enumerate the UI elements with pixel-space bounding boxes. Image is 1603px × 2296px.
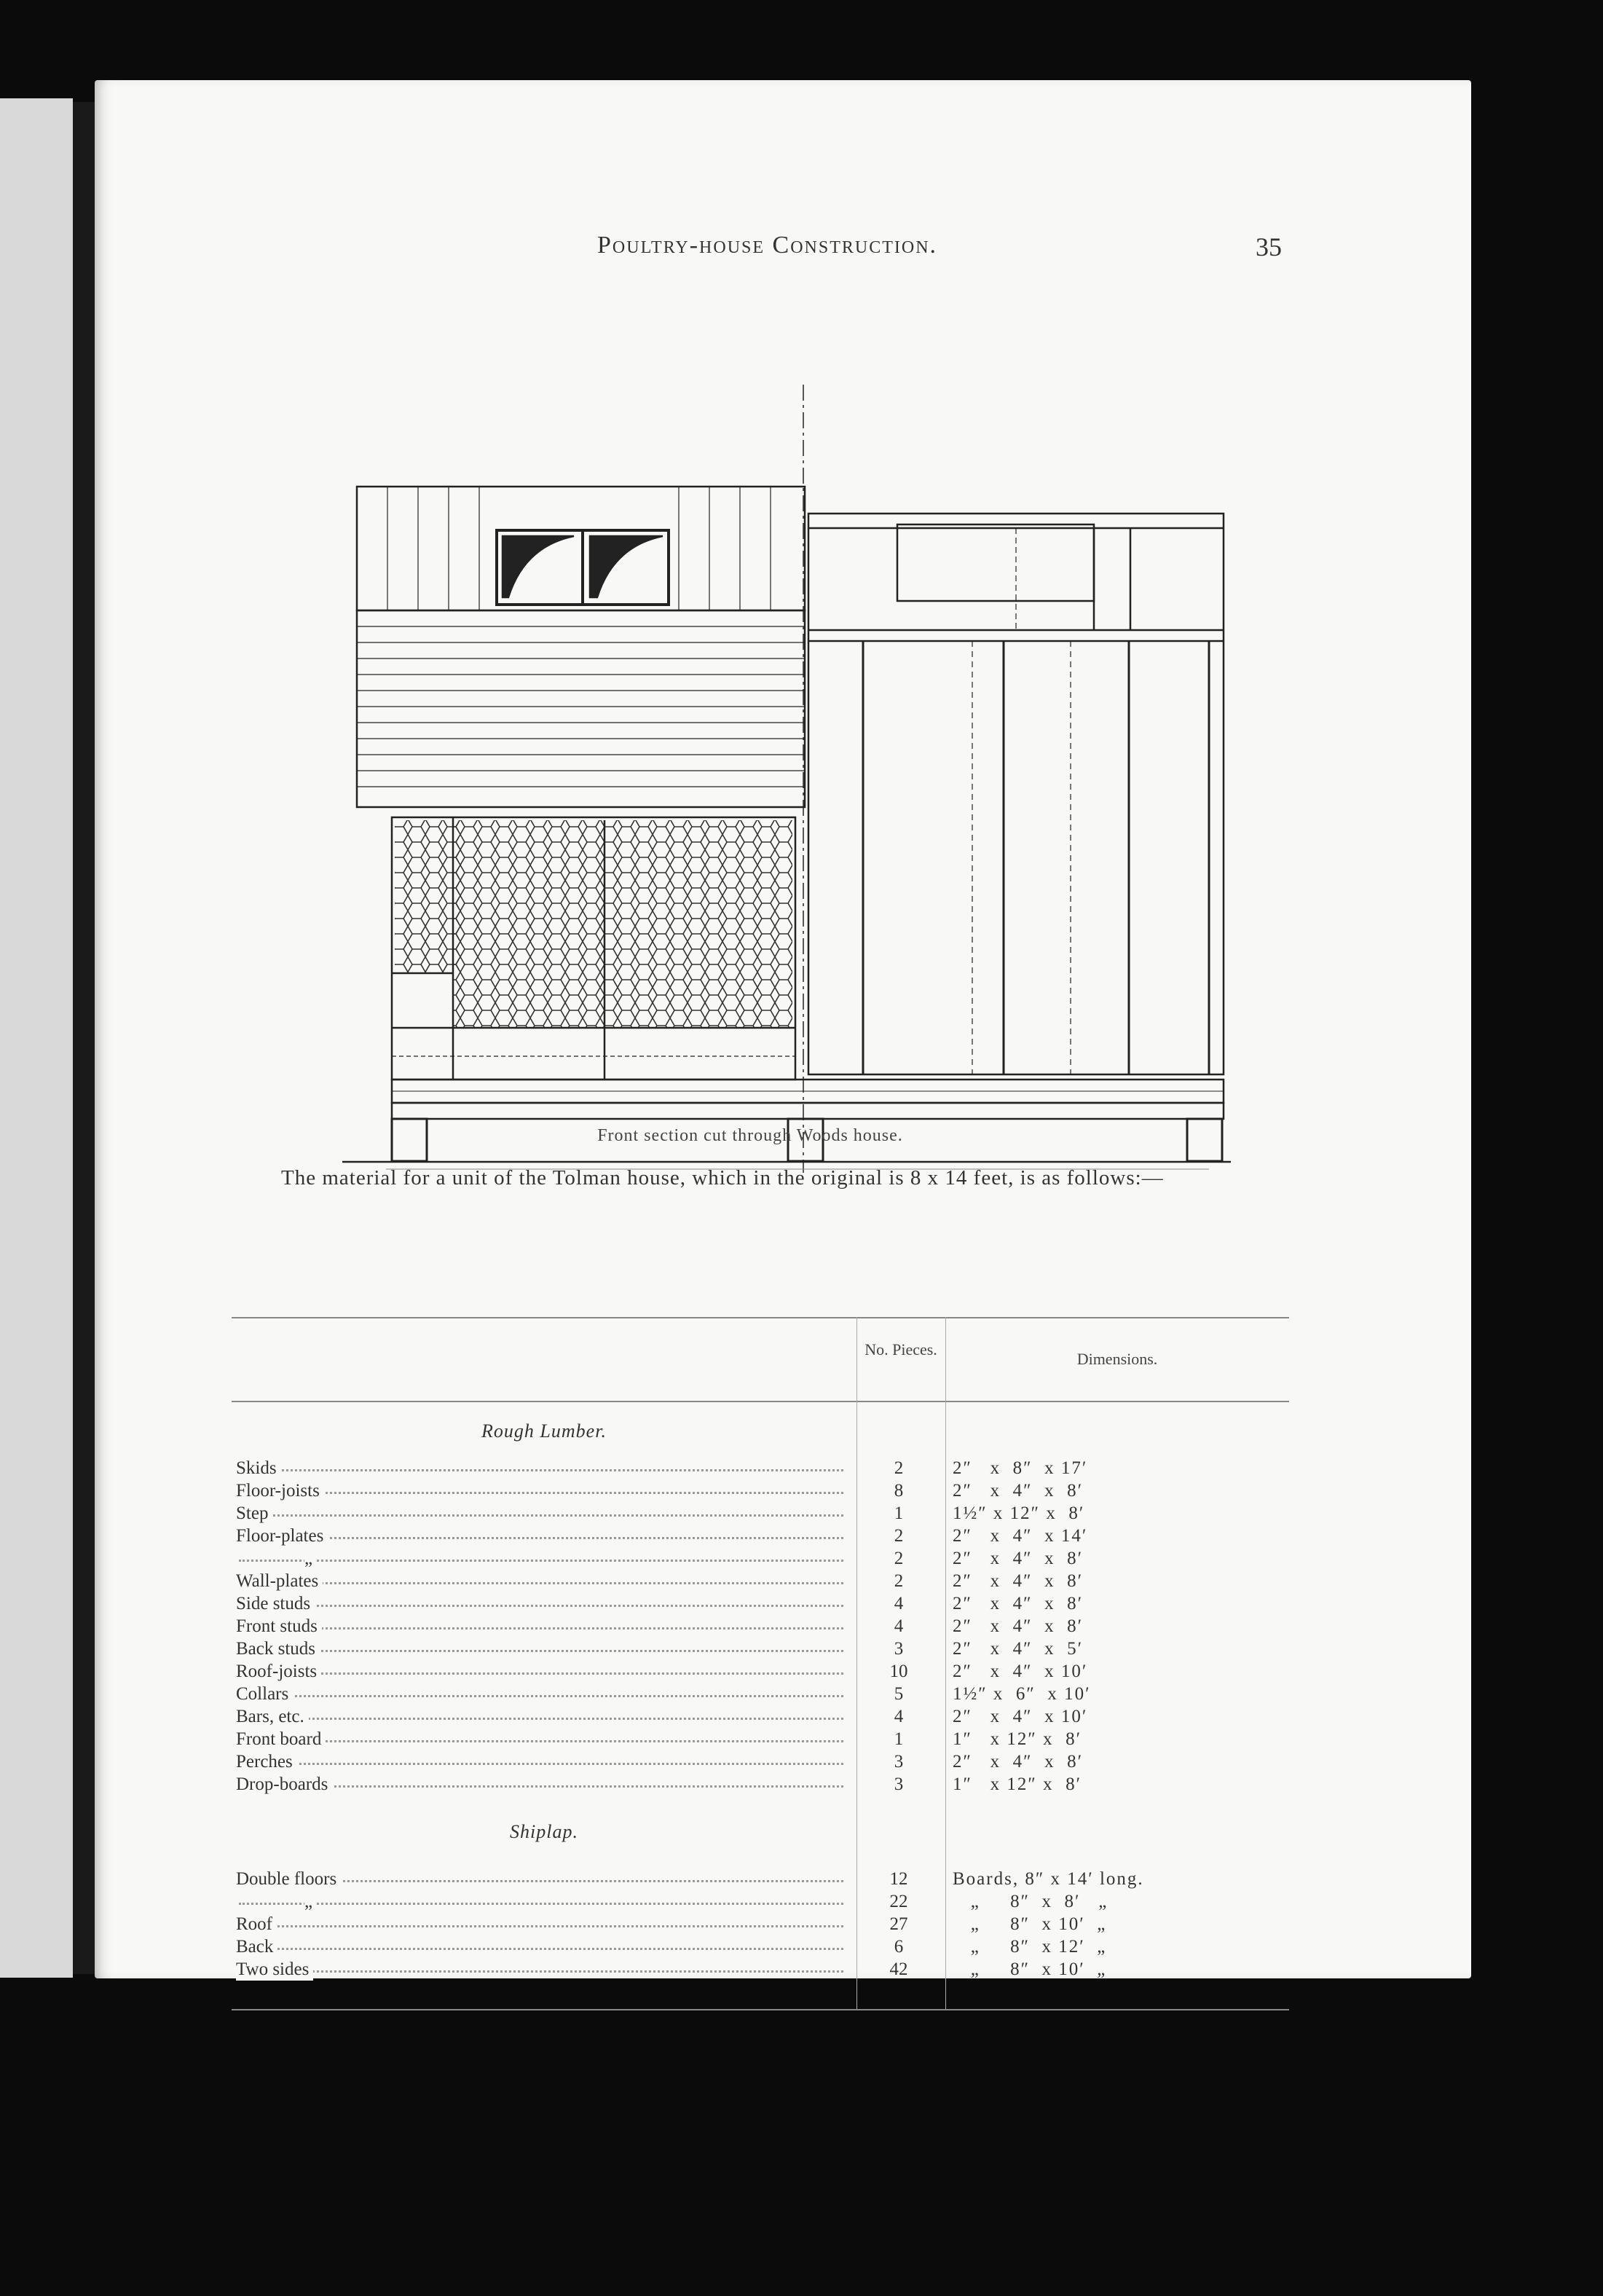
leader-dots [239,1605,843,1607]
row-pieces: 3 [894,1639,904,1659]
row-pieces: 6 [894,1937,904,1957]
running-head [218,232,1282,261]
running-head-title: Poultry-house Construction. [597,232,938,259]
row-dimensions: „ 8″ x 12′ „ [953,1937,1107,1957]
row-pieces: 42 [889,1959,908,1979]
woods-house-elevation-drawing [233,291,1282,1173]
row-dimensions: 2″ x 4″ x 8′ [953,1616,1084,1636]
table-row [232,1615,1289,1638]
section-shiplap: Shiplap. [510,1821,578,1842]
row-pieces: 2 [894,1458,904,1478]
table-row [232,1958,1289,1981]
header-dimensions: Dimensions. [1076,1350,1158,1368]
row-pieces: 2 [894,1571,904,1591]
leader-dots [239,1695,843,1697]
row-pieces: 27 [889,1914,908,1934]
row-dimensions: 2″ x 4″ x 8′ [953,1571,1084,1591]
leader-dots [239,1537,843,1539]
row-dimensions: 2″ x 4″ x 5′ [953,1639,1084,1659]
header-no-pieces: No. Pieces. [864,1340,937,1359]
row-pieces: 12 [889,1869,908,1889]
table-row [232,1935,1289,1958]
table-header-rule [232,1401,1289,1402]
row-dimensions: 2″ x 4″ x 14′ [953,1526,1088,1546]
row-name: Back [236,1935,277,1958]
leader-dots [239,1582,843,1584]
table-row [232,1457,1289,1479]
row-dimensions: 2″ x 4″ x 8′ [953,1481,1084,1501]
leader-dots [239,1650,843,1652]
table-top-rule [232,1317,1289,1318]
material-table [232,1230,1289,1979]
table-bottom-rule [232,2009,1289,2010]
row-name: Front board [236,1728,326,1750]
row-name: Step [236,1502,272,1525]
row-dimensions: 1″ x 12″ x 8′ [953,1729,1082,1749]
row-name: Front studs [236,1615,322,1638]
table-row [232,1547,1289,1570]
row-pieces: 2 [894,1549,904,1568]
leader-dots [239,1718,843,1720]
row-dimensions: 2″ x 8″ x 17′ [953,1458,1088,1478]
row-name: Roof-joists [236,1660,321,1683]
row-name: „ [304,1547,317,1570]
row-pieces: 4 [894,1616,904,1636]
row-pieces: 3 [894,1774,904,1794]
table-row [232,1592,1289,1615]
table-row [232,1913,1289,1935]
row-dimensions: 2″ x 4″ x 10′ [953,1662,1088,1681]
table-row [232,1525,1289,1547]
row-dimensions: Boards, 8″ x 14′ long. [953,1869,1144,1889]
page-number: 35 [1256,232,1282,262]
row-pieces: 10 [889,1662,908,1681]
row-name: Two sides [236,1958,313,1981]
row-name: Skids [236,1457,281,1479]
row-dimensions: „ 8″ x 10′ „ [953,1914,1107,1934]
leader-dots [239,1740,843,1742]
leader-dots [239,1763,843,1765]
leader-dots [239,1627,843,1629]
row-name: Bars, etc. [236,1705,309,1728]
row-dimensions: „ 8″ x 8′ „ [953,1892,1108,1911]
section-rough-lumber: Rough Lumber. [481,1420,607,1442]
table-row [232,1728,1289,1750]
row-dimensions: 2″ x 4″ x 8′ [953,1752,1084,1772]
row-pieces: 4 [894,1594,904,1613]
table-row [232,1660,1289,1683]
row-dimensions: 2″ x 4″ x 10′ [953,1707,1088,1726]
row-name: Drop-boards [236,1773,332,1796]
intro-paragraph: The material for a unit of the Tolman house, which in the original is 8 x 14 feet, is as follows:— [281,1166,1164,1190]
row-name: „ [304,1890,317,1913]
row-dimensions: 1″ x 12″ x 8′ [953,1774,1082,1794]
row-name: Roof [236,1913,277,1935]
table-row [232,1570,1289,1592]
table-row [232,1479,1289,1502]
row-name: Back studs [236,1638,320,1660]
table-row [232,1868,1289,1890]
row-dimensions: „ 8″ x 10′ „ [953,1959,1107,1979]
row-name: Double floors [236,1868,341,1890]
row-name: Floor-joists [236,1479,324,1502]
row-pieces: 3 [894,1752,904,1772]
row-dimensions: 1½″ x 6″ x 10′ [953,1684,1091,1704]
row-pieces: 22 [889,1892,908,1911]
row-pieces: 5 [894,1684,904,1704]
leader-dots [239,1925,843,1927]
leader-dots [239,1948,843,1950]
leader-dots [239,1672,843,1675]
row-pieces: 2 [894,1526,904,1546]
table-row [232,1750,1289,1773]
row-pieces: 8 [894,1481,904,1501]
leader-dots [239,1469,843,1471]
row-pieces: 1 [894,1729,904,1749]
leader-dots [239,1560,843,1562]
table-row [232,1502,1289,1525]
row-pieces: 1 [894,1503,904,1523]
row-dimensions: 2″ x 4″ x 8′ [953,1594,1084,1613]
leader-dots [239,1970,843,1973]
row-name: Collars [236,1683,293,1705]
row-pieces: 4 [894,1707,904,1726]
row-dimensions: 1½″ x 12″ x 8′ [953,1503,1085,1523]
table-row [232,1890,1289,1913]
figure-caption: Front section cut through Woods house. [597,1126,903,1145]
adjacent-page-edge [0,98,73,1978]
row-name: Floor-plates [236,1525,328,1547]
row-name: Side studs [236,1592,315,1615]
row-dimensions: 2″ x 4″ x 8′ [953,1549,1084,1568]
table-row [232,1638,1289,1660]
table-row [232,1705,1289,1728]
table-row [232,1773,1289,1796]
row-name: Perches [236,1750,297,1773]
row-name: Wall-plates [236,1570,323,1592]
leader-dots [239,1492,843,1494]
leader-dots [239,1903,843,1905]
table-row [232,1683,1289,1705]
leader-dots [239,1514,843,1517]
